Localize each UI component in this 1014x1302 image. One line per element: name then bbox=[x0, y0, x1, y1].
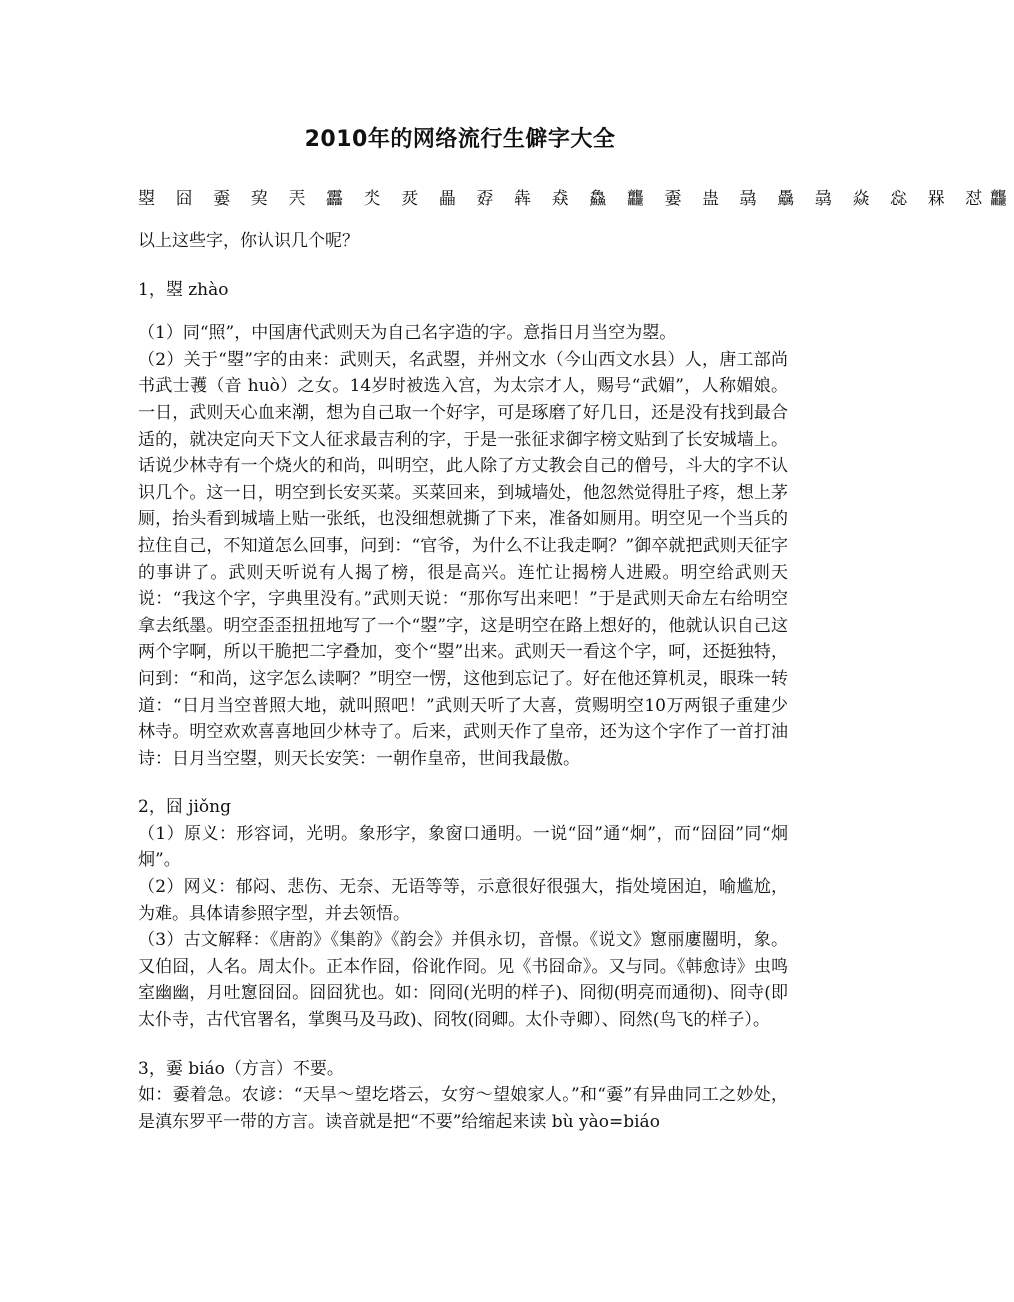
entry-heading-1: 1，曌 zhào bbox=[138, 279, 229, 300]
entry-3-paragraph-1: 如：嫑着急。农谚：“天旱～望圪塔云，女穷～望娘家人。”和“嫑”有异曲同工之妙处，是滇东罗平一带的方言。读音就是把“不要”给缩起来读 bù yào=biáo bbox=[138, 1085, 788, 1132]
entry-2-paragraph-3: （3）古文解释：《唐韵》《集韵》《韵会》并俱永切，音憬。《说文》窻丽廔闓明，象。又伯囧，人名。周太仆。正本作囧，俗讹作冏。见《书囧命》。又与同。《韩愈诗》虫鸣室幽幽，月吐窻囧囧。囧囧犹也。如：冏冏(光明的样子)、冏彻(明亮而通彻)、冏寺(即太仆寺，古代官署名，掌舆马及马政)、冏牧(冏卿。太仆寺卿）、冏然(鸟飞的样子）。 bbox=[138, 930, 788, 1031]
entry-heading-3: 3，嫑 biáo（方言）不要。 bbox=[138, 1058, 344, 1079]
entry-2-paragraph-2: （2）网义：郁闷、悲伤、无奈、无语等等，示意很好很强大，指处境困迫，喻尴尬，为难。具体请参照字型，并去领悟。 bbox=[138, 877, 788, 924]
rare-character-list: 曌 囧 嫑 巭 兲 靐 氼 烎 畾 孬 犇 猋 鱻 龘 嫑 蛊 骉 驫 骉 焱 惢 槑 怼龘 bbox=[138, 189, 1014, 209]
entry-1-paragraph-1: （1）同“照”，中国唐代武则天为自己名字造的字。意指日月当空为曌。 bbox=[138, 323, 677, 344]
document-title: 2010年的网络流行生僻字大全 bbox=[304, 127, 616, 152]
entry-heading-2: 2，囧 jiǒng bbox=[138, 797, 231, 818]
entry-2-paragraph-1: （1）原义：形容词，光明。象形字，象窗口通明。一说“囧”通“炯”，而“囧囧”同“炯炯”。 bbox=[138, 823, 788, 871]
entry-1-paragraph-2: （2）关于“曌”字的由来：武则天，名武曌，并州文水（今山西文水县）人，唐工部尚书武士彟（音 huò）之女。14岁时被选入宫，为太宗才人，赐号“武媚”，人称媚娘。一日，武则天心血来潮，想为自己取一个好字，可是琢磨了好几日，还是没有找到最合适的，就决定向天下文人征求最吉利的字，于是一张征求御字榜文贴到了长安城墙上。话说少林寺有一个烧火的和尚，叫明空，此人除了方丈教会自己的僧号，斗大的字不认识几个。这一日，明空到长安买菜。买菜回来，到城墙处，他忽然觉得肚子疼，想上茅厕，抬头看到城墙上贴一张纸，也没细想就撕了下来，准备如厕用。明空见一个当兵的拉住自己，不知道怎么回事，问到：“官爷，为什么不让我走啊？”御卒就把武则天征字的事讲了。武则天听说有人揭了榜，很是高兴。连忙让揭榜人进殿。明空给武则天说：“我这个字，字典里没有。”武则天说：“那你写出来吧！”于是武则天命左右给明空拿去纸墨。明空歪歪扭扭地写了一个“曌”字，这是明空在路上想好的，他就认识自己这两个字啊，所以干脆把二字叠加，变个“曌”出来。武则天一看这个字，呵，还挺独特，问到：“和尚，这字怎么读啊？”明空一愣，这他到忘记了。好在他还算机灵，眼珠一转道：“日月当空普照大地，就叫照吧！”武则天听了大喜，赏赐明空10万两银子重建少林寺。明空欢欢喜喜地回少林寺了。后来，武则天作了皇帝，还为这个字作了一首打油诗：日月当空曌，则天长安笑：一朝作皇帝，世间我最傲。 bbox=[138, 349, 788, 769]
question-line: 以上这些字，你认识几个呢？ bbox=[138, 231, 359, 251]
document-body bbox=[138, 228, 788, 1135]
